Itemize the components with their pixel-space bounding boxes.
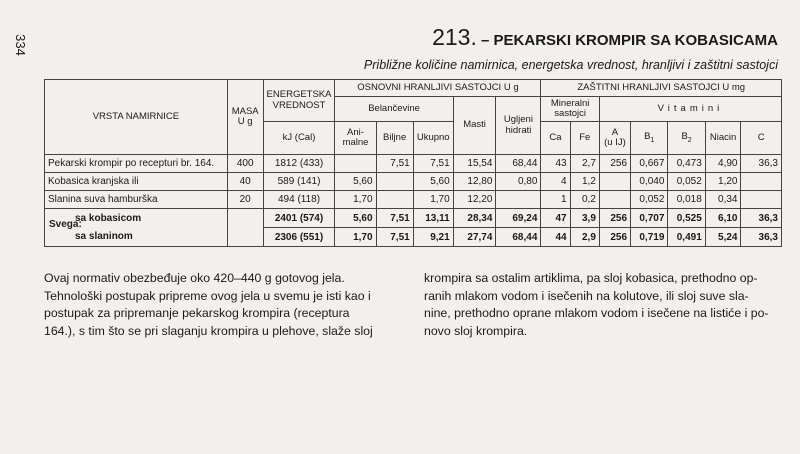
cell-ukupno: 7,51	[413, 155, 453, 173]
cell-b1: 0,667	[631, 155, 668, 173]
cell-fe: 2,7	[570, 155, 599, 173]
header-masti: Masti	[453, 97, 496, 155]
cell-b1: 0,052	[631, 191, 668, 209]
cell-ca: 1	[541, 191, 570, 209]
text-line: Tehnološki postupak pripreme ovog jela u svemu je isti kao i	[44, 288, 371, 303]
header-biljne: Biljne	[376, 122, 413, 155]
cell-kj: 589	[277, 176, 295, 187]
cell-cal: (141)	[297, 176, 321, 187]
header-vrsta: VRSTA NAMIRNICE	[45, 80, 228, 155]
header-osnovni: OSNOVNI HRANLJIVI SASTOJCI U g	[335, 80, 541, 97]
cell-niacin: 4,90	[705, 155, 741, 173]
cell-b2: 0,525	[668, 209, 705, 228]
cell-niacin: 1,20	[705, 173, 741, 191]
cell-cal: (118)	[297, 194, 321, 205]
recipe-title	[432, 24, 778, 51]
recipe-number: 213.	[432, 24, 477, 50]
cell-masa: 40	[227, 173, 263, 191]
recipe-name: – PEKARSKI KROMPIR SA KOBASICAMA	[481, 32, 778, 49]
header-mineralni: Mineralni sastojci	[541, 97, 599, 122]
cell-ukupno: 13,11	[413, 209, 453, 228]
header-energetska: ENERGETSKA VREDNOST	[263, 80, 335, 122]
cell-masa: 400	[227, 155, 263, 173]
cell-ca: 4	[541, 173, 570, 191]
text-line: postupak za pripremanje pekarskog krompira (receptura	[44, 306, 350, 320]
header-zastitni: ZAŠTITNI HRANLJIVI SASTOJCI U mg	[541, 80, 782, 97]
cell-kj: 1812	[274, 158, 298, 169]
cell-masti: 27,74	[453, 228, 496, 247]
cell-a: 256	[599, 209, 630, 228]
cell-ugljeni: 69,24	[496, 209, 541, 228]
totals-item-name: sa slaninom	[75, 231, 133, 243]
row-name: Pekarski krompir po recepturi br. 164.	[45, 155, 228, 173]
text-column-left	[44, 270, 394, 340]
text-line: 164.), s tim što se pri slaganju krompira u plehove, slaže sloj	[44, 323, 373, 338]
cell-c	[741, 191, 782, 209]
cell-b2: 0,473	[668, 155, 705, 173]
cell-cal: (551)	[299, 231, 324, 243]
cell-b1: 0,719	[631, 228, 668, 247]
row-name: Slanina suva hamburška	[45, 191, 228, 209]
header-fe: Fe	[570, 122, 599, 155]
cell-niacin: 0,34	[705, 191, 741, 209]
cell-c	[741, 173, 782, 191]
cell-biljne: 7,51	[376, 155, 413, 173]
cell-energy	[263, 173, 335, 191]
cell-kj: 2401	[274, 212, 298, 224]
cell-cal: (433)	[299, 158, 324, 169]
cell-energy	[263, 209, 335, 228]
header-a-label: A	[611, 126, 619, 138]
cell-masti: 28,34	[453, 209, 496, 228]
cell-energy	[263, 191, 335, 209]
header-niacin: Niacin	[705, 122, 741, 155]
header-b2-label: B	[681, 130, 688, 142]
totals-row	[45, 209, 782, 228]
cell-masti: 12,80	[453, 173, 496, 191]
cell-b1: 0,707	[631, 209, 668, 228]
header-kj-cal: kJ (Cal)	[263, 122, 335, 155]
cell-c: 36,3	[741, 228, 782, 247]
cell-masa-empty	[227, 228, 263, 247]
cell-ca: 43	[541, 155, 570, 173]
row-name: Kobasica kranjska ili	[45, 173, 228, 191]
cell-masa-empty	[227, 209, 263, 228]
text-line: ranih mlakom vodom i isečenih na kolutove, ili sloj suve sla-	[424, 288, 749, 303]
cell-a: 256	[599, 155, 630, 173]
nutrition-table	[44, 79, 782, 247]
cell-kj: 494	[277, 194, 295, 205]
table-row	[45, 191, 782, 209]
cell-animalne	[335, 155, 376, 173]
cell-a	[599, 173, 630, 191]
cell-fe: 3,9	[570, 209, 599, 228]
totals-row	[45, 228, 782, 247]
cell-c: 36,3	[741, 155, 782, 173]
cell-fe: 1,2	[570, 173, 599, 191]
cell-a: 256	[599, 228, 630, 247]
header-ugljeni: Ugljeni hidrati	[496, 97, 541, 155]
header-masa: MASA U g	[227, 80, 263, 155]
cell-ugljeni: 0,80	[496, 173, 541, 191]
cell-biljne	[376, 191, 413, 209]
cell-masti: 12,20	[453, 191, 496, 209]
cell-b2: 0,018	[668, 191, 705, 209]
cell-ugljeni: 68,44	[496, 155, 541, 173]
cell-cal: (574)	[299, 212, 324, 224]
cell-ukupno: 1,70	[413, 191, 453, 209]
header-ca: Ca	[541, 122, 570, 155]
cell-ugljeni	[496, 191, 541, 209]
cell-ugljeni: 68,44	[496, 228, 541, 247]
cell-animalne: 1,70	[335, 191, 376, 209]
header-b2	[668, 122, 705, 155]
header-belancevine: Belančevine	[335, 97, 453, 122]
cell-b2: 0,052	[668, 173, 705, 191]
header-b2-sub: 2	[687, 136, 692, 144]
cell-animalne: 5,60	[335, 209, 376, 228]
cell-kj: 2306	[274, 231, 298, 243]
cell-ca: 47	[541, 209, 570, 228]
cell-c: 36,3	[741, 209, 782, 228]
cell-niacin: 6,10	[705, 209, 741, 228]
table-row	[45, 173, 782, 191]
header-animalne: Ani- malne	[335, 122, 376, 155]
header-a-unit: (u IJ)	[604, 137, 626, 148]
recipe-subtitle: Približne količine namirnica, energetska vrednost, hranljivi i zaštitni sastojci	[363, 58, 778, 72]
text-line: nine, prethodno oprane mlakom vodom i isečene na listiće i po-	[424, 306, 769, 320]
cell-niacin: 5,24	[705, 228, 741, 247]
text-column-right	[424, 270, 782, 340]
cell-animalne: 1,70	[335, 228, 376, 247]
cell-ukupno: 9,21	[413, 228, 453, 247]
header-b1-label: B	[644, 130, 651, 142]
cell-fe: 2,9	[570, 228, 599, 247]
cell-energy	[263, 228, 335, 247]
cell-fe: 0,2	[570, 191, 599, 209]
cell-masti: 15,54	[453, 155, 496, 173]
cell-energy	[263, 155, 335, 173]
header-c: C	[741, 122, 782, 155]
text-line: krompira sa ostalim artiklima, pa sloj kobasica, prethodno op-	[424, 271, 758, 285]
text-line: novo sloj krompira.	[424, 323, 528, 338]
header-b1	[631, 122, 668, 155]
header-vitamini: Vitamini	[599, 97, 781, 122]
header-ukupno: Ukupno	[413, 122, 453, 155]
page-number: 334	[13, 34, 28, 56]
cell-a	[599, 191, 630, 209]
cell-biljne: 7,51	[376, 228, 413, 247]
header-a	[599, 122, 630, 155]
cell-biljne	[376, 173, 413, 191]
cell-masa: 20	[227, 191, 263, 209]
text-line: Ovaj normativ obezbeđuje oko 420–440 g gotovog jela.	[44, 271, 345, 285]
totals-item-name: sa kobasicom	[75, 212, 142, 224]
header-b1-sub: 1	[650, 136, 655, 144]
cell-b1: 0,040	[631, 173, 668, 191]
cell-ca: 44	[541, 228, 570, 247]
cell-biljne: 7,51	[376, 209, 413, 228]
totals-label: Svega:	[49, 218, 82, 230]
cell-b2: 0,491	[668, 228, 705, 247]
cell-ukupno: 5,60	[413, 173, 453, 191]
cell-animalne: 5,60	[335, 173, 376, 191]
table-row	[45, 155, 782, 173]
